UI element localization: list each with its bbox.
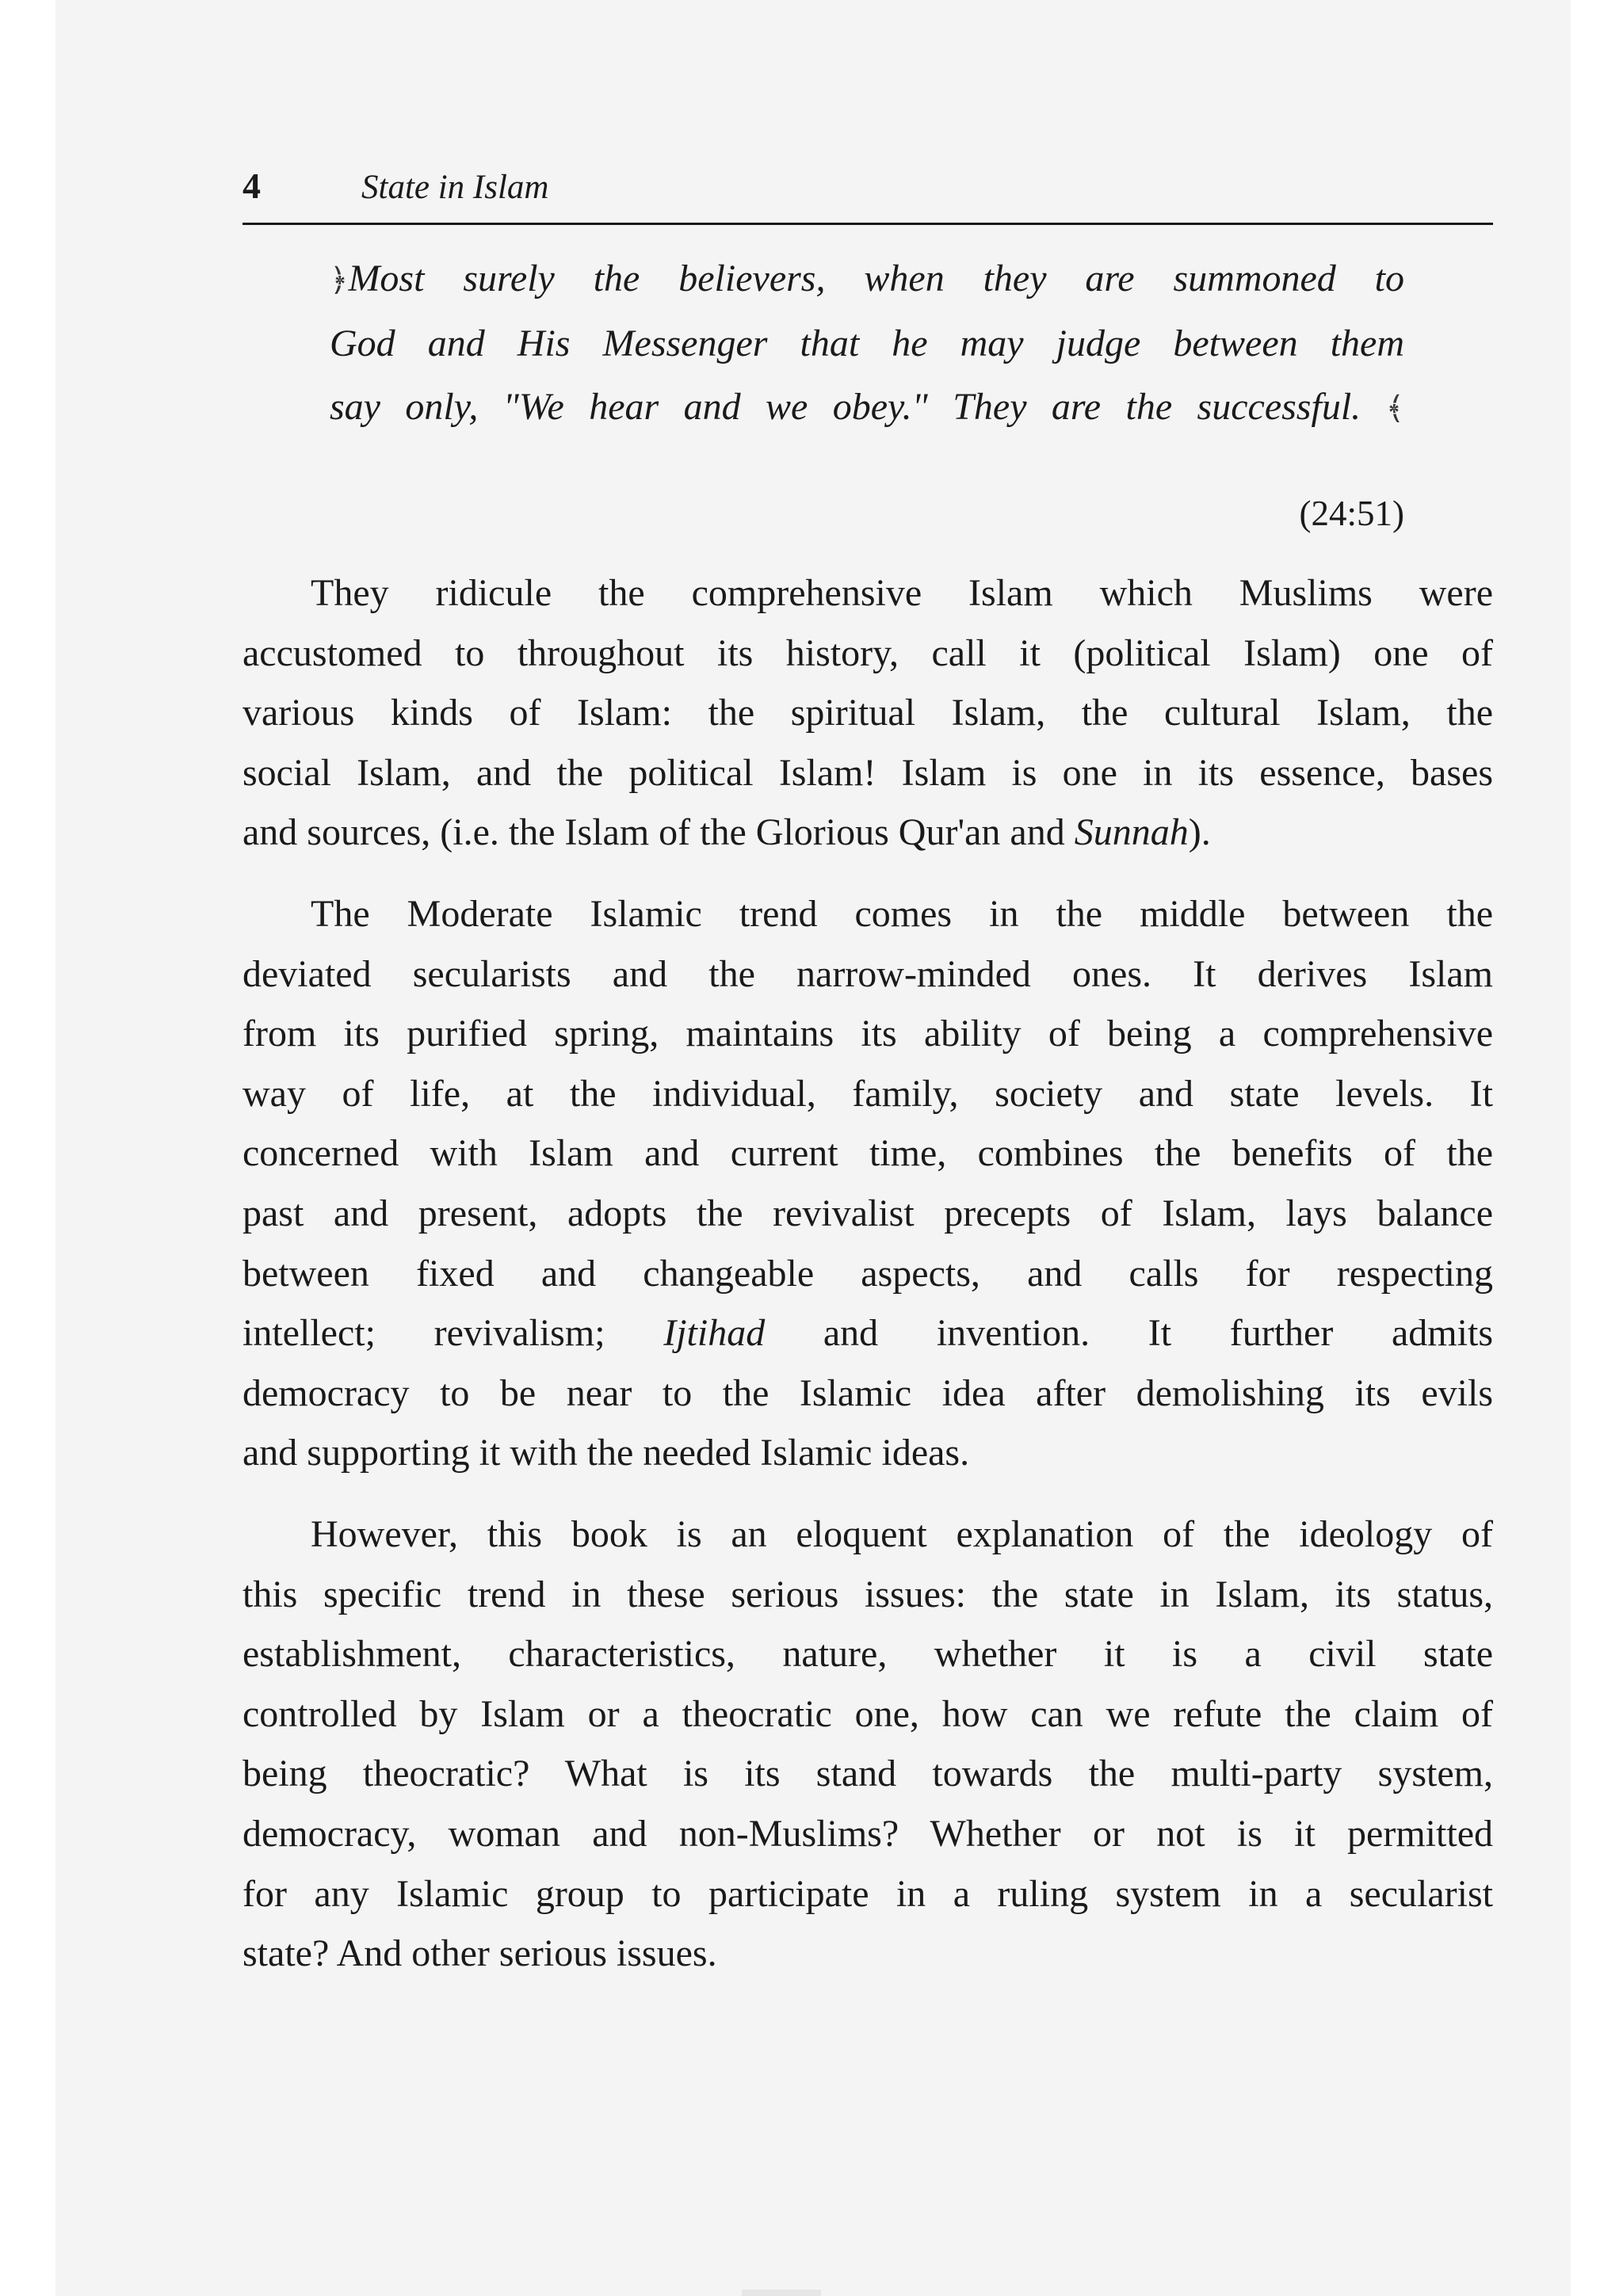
text-line: concerned with Islam and current time, combines the benefits of the [242,1132,1493,1175]
text-line: democracy, woman and non-Muslims? Whether or not is it permitted [242,1812,1493,1855]
quote-line-3: say only, "We hear and we obey." They are the successful. ﴾ [330,386,1405,428]
italic-term: Ijtihad [663,1312,766,1355]
quote-line-1: ﴿Most surely the believers, when they are summoned to [330,257,1404,299]
text-line: controlled by Islam or a theocratic one, how can we refute the claim of [242,1692,1493,1735]
text-line: this specific trend in these serious issues: the state in Islam, its status, [242,1573,1493,1615]
text-line: The Moderate Islamic trend comes in the middle between the [311,893,1493,935]
paragraph-3 [242,1505,1493,1984]
text-line: various kinds of Islam: the spiritual Islam, the cultural Islam, the [242,692,1493,734]
text-line: from its purified spring, maintains its ability of being a comprehensive [242,1013,1493,1055]
text-line: state? And other serious issues. [242,1932,717,1975]
text-line: democracy to be near to the Islamic idea after demolishing its evils [242,1371,1493,1414]
text-line: deviated secularists and the narrow-minded ones. It derives Islam [242,952,1493,995]
verse-citation: (24:51) [1299,494,1404,533]
running-title: State in Islam [361,169,549,206]
text-line: between fixed and changeable aspects, and calls for respecting [242,1252,1493,1295]
text-line: intellect; revivalism; Ijtihad and invention. It further admits [242,1312,1493,1355]
quote-line-2: God and His Messenger that he may judge between them [330,322,1404,364]
text-line: past and present, adopts the revivalist precepts of Islam, lays balance [242,1192,1493,1234]
text-line: establishment, characteristics, nature, whether it is a civil state [242,1633,1493,1676]
text-line: and supporting it with the needed Islamic ideas. [242,1432,970,1474]
italic-term: Sunnah [1074,811,1189,854]
text-line: way of life, at the individual, family, society and state levels. It [242,1072,1493,1115]
text-line: They ridicule the comprehensive Islam which Muslims were [311,572,1493,614]
text-line: social Islam, and the political Islam! Islam is one in its essence, bases [242,751,1493,794]
paragraph-2 [242,884,1493,1483]
quote-open-mark: ﴿ [330,262,349,298]
paragraph-1 [242,563,1493,863]
quran-quote [330,247,1404,441]
text-line: being theocratic? What is its stand towards the multi-party system, [242,1753,1493,1795]
page-number: 4 [242,166,261,206]
text-line: for any Islamic group to participate in a ruling system in a secularist [242,1872,1493,1915]
text-line: accustomed to throughout its history, call it (political Islam) one of [242,631,1493,674]
scan-artifact [742,2290,821,2296]
quote-close-mark: ﴾ [1385,391,1405,426]
text-line: and sources, (i.e. the Islam of the Glorious Qur'an and Sunnah). [242,811,1211,854]
page-header [242,162,1493,225]
text-line: However, this book is an eloquent explanation of the ideology of [311,1513,1493,1555]
